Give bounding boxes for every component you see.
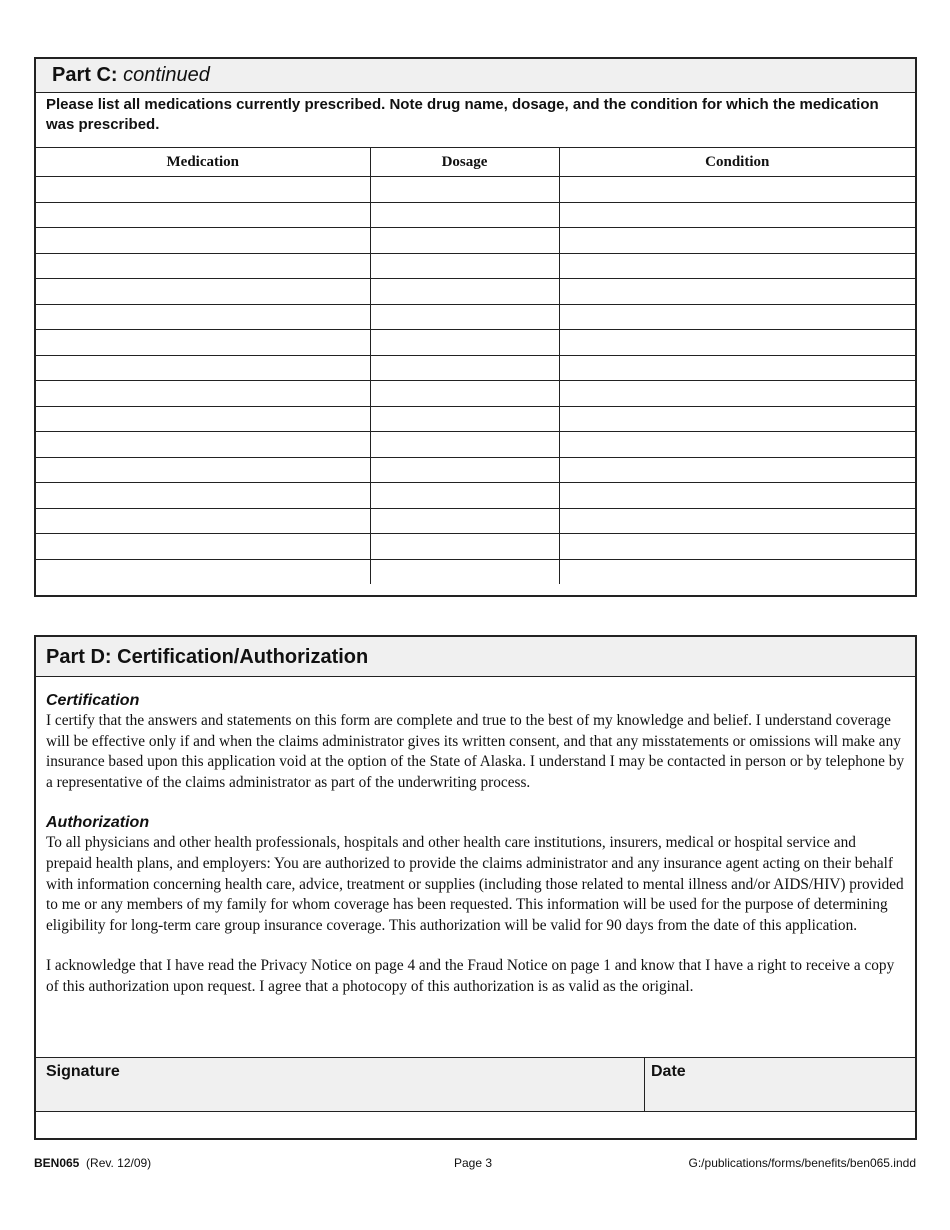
column-header-medication: Medication — [36, 148, 370, 177]
condition-cell[interactable] — [559, 304, 915, 330]
dosage-cell[interactable] — [370, 457, 559, 483]
medication-table — [36, 148, 915, 584]
medication-table-row — [36, 279, 915, 305]
medication-cell[interactable] — [36, 432, 370, 458]
dosage-cell[interactable] — [370, 330, 559, 356]
condition-cell[interactable] — [559, 202, 915, 228]
part-c-subtitle: continued — [123, 64, 210, 86]
medication-cell[interactable] — [36, 330, 370, 356]
signature-field[interactable] — [36, 1058, 645, 1111]
condition-cell[interactable] — [559, 457, 915, 483]
medication-table-row — [36, 559, 915, 584]
certification-heading: Certification — [46, 692, 140, 709]
dosage-cell[interactable] — [370, 559, 559, 584]
condition-cell[interactable] — [559, 355, 915, 381]
column-header-dosage: Dosage — [370, 148, 559, 177]
date-label: Date — [651, 1063, 686, 1080]
part-d-content — [36, 677, 915, 998]
medication-cell[interactable] — [36, 534, 370, 560]
part-d-section — [34, 635, 917, 1140]
medication-table-row — [36, 534, 915, 560]
dosage-cell[interactable] — [370, 508, 559, 534]
condition-cell[interactable] — [559, 253, 915, 279]
signature-label: Signature — [46, 1063, 120, 1080]
medication-table-row — [36, 304, 915, 330]
dosage-cell[interactable] — [370, 406, 559, 432]
medication-cell[interactable] — [36, 228, 370, 254]
medication-cell[interactable] — [36, 202, 370, 228]
dosage-cell[interactable] — [370, 253, 559, 279]
authorization-heading: Authorization — [46, 814, 150, 832]
medication-cell[interactable] — [36, 483, 370, 509]
medication-table-row — [36, 406, 915, 432]
column-header-condition: Condition — [559, 148, 915, 177]
dosage-cell[interactable] — [370, 483, 559, 509]
form-id: BEN065 — [34, 1156, 80, 1170]
condition-cell[interactable] — [559, 330, 915, 356]
signature-blank-row — [36, 1112, 915, 1138]
condition-cell[interactable] — [559, 559, 915, 584]
condition-cell[interactable] — [559, 534, 915, 560]
medication-table-row — [36, 228, 915, 254]
medication-cell[interactable] — [36, 304, 370, 330]
dosage-cell[interactable] — [370, 202, 559, 228]
part-c-section — [34, 57, 917, 597]
page-number: Page 3 — [454, 1156, 493, 1170]
medication-table-row — [36, 457, 915, 483]
certification-text: I certify that the answers and statements on this form are complete and true to the best of my knowledge and belief. I understand coverage will be effective only if and when the claims administrator gives its written consent, and that any misstatements or omissions will make any insurance based upon this application void at the option of the State of Alaska. I understand I may be contacted in person or by telephone by a representative of the claims administrator as part of the underwriting process. — [46, 712, 905, 791]
medication-cell[interactable] — [36, 406, 370, 432]
medication-cell[interactable] — [36, 381, 370, 407]
condition-cell[interactable] — [559, 279, 915, 305]
medication-cell[interactable] — [36, 177, 370, 203]
dosage-cell[interactable] — [370, 355, 559, 381]
medication-cell[interactable] — [36, 457, 370, 483]
medication-table-row — [36, 202, 915, 228]
dosage-cell[interactable] — [370, 304, 559, 330]
dosage-cell[interactable] — [370, 228, 559, 254]
medication-table-row — [36, 177, 915, 203]
medication-table-row — [36, 432, 915, 458]
medication-cell[interactable] — [36, 559, 370, 584]
dosage-cell[interactable] — [370, 432, 559, 458]
medication-cell[interactable] — [36, 279, 370, 305]
condition-cell[interactable] — [559, 381, 915, 407]
medication-cell[interactable] — [36, 508, 370, 534]
medication-table-row — [36, 355, 915, 381]
condition-cell[interactable] — [559, 508, 915, 534]
medication-instructions: Please list all medications currently prescribed. Note drug name, dosage, and the condition for which the medication was prescribed. — [36, 93, 915, 148]
part-d-title: Part D: Certification/Authorization — [36, 637, 915, 677]
footer-form-id — [34, 1156, 151, 1170]
medication-table-row — [36, 483, 915, 509]
medication-table-row — [36, 253, 915, 279]
medication-cell[interactable] — [36, 253, 370, 279]
part-c-header — [36, 59, 915, 93]
medication-table-row — [36, 330, 915, 356]
condition-cell[interactable] — [559, 177, 915, 203]
medication-table-row — [36, 381, 915, 407]
condition-cell[interactable] — [559, 432, 915, 458]
medication-table-body — [36, 177, 915, 585]
acknowledgement-text: I acknowledge that I have read the Privacy Notice on page 4 and the Fraud Notice on page 1 and know that I have a right to receive a copy of this authorization upon request. I agree that a photocopy of this authorization is as valid as the original. — [46, 957, 895, 995]
authorization-text: To all physicians and other health professionals, hospitals and other health care institutions, insurers, medical or hospital service and prepaid health plans, and employers: You are authorized to provide the claims administrator and any insurance agent acting on their behalf with information concerning health care, advice, treatment or supplies (including those related to mental illness and/or AIDS/HIV) provided to me or any members of my family for whom coverage has been requested. This information will be used for the purpose of determining eligibility for long-term care group insurance coverage. This authorization will be valid for 90 days from the date of this application. — [46, 834, 904, 934]
condition-cell[interactable] — [559, 406, 915, 432]
dosage-cell[interactable] — [370, 381, 559, 407]
medication-table-row — [36, 508, 915, 534]
dosage-cell[interactable] — [370, 279, 559, 305]
part-c-title: Part C: — [52, 64, 118, 86]
condition-cell[interactable] — [559, 483, 915, 509]
signature-row — [36, 1057, 915, 1112]
dosage-cell[interactable] — [370, 534, 559, 560]
medication-cell[interactable] — [36, 355, 370, 381]
medication-table-header — [36, 148, 915, 177]
dosage-cell[interactable] — [370, 177, 559, 203]
file-path: G:/publications/forms/benefits/ben065.indd — [688, 1156, 916, 1170]
date-field[interactable] — [645, 1058, 915, 1111]
form-revision: (Rev. 12/09) — [86, 1156, 152, 1170]
condition-cell[interactable] — [559, 228, 915, 254]
